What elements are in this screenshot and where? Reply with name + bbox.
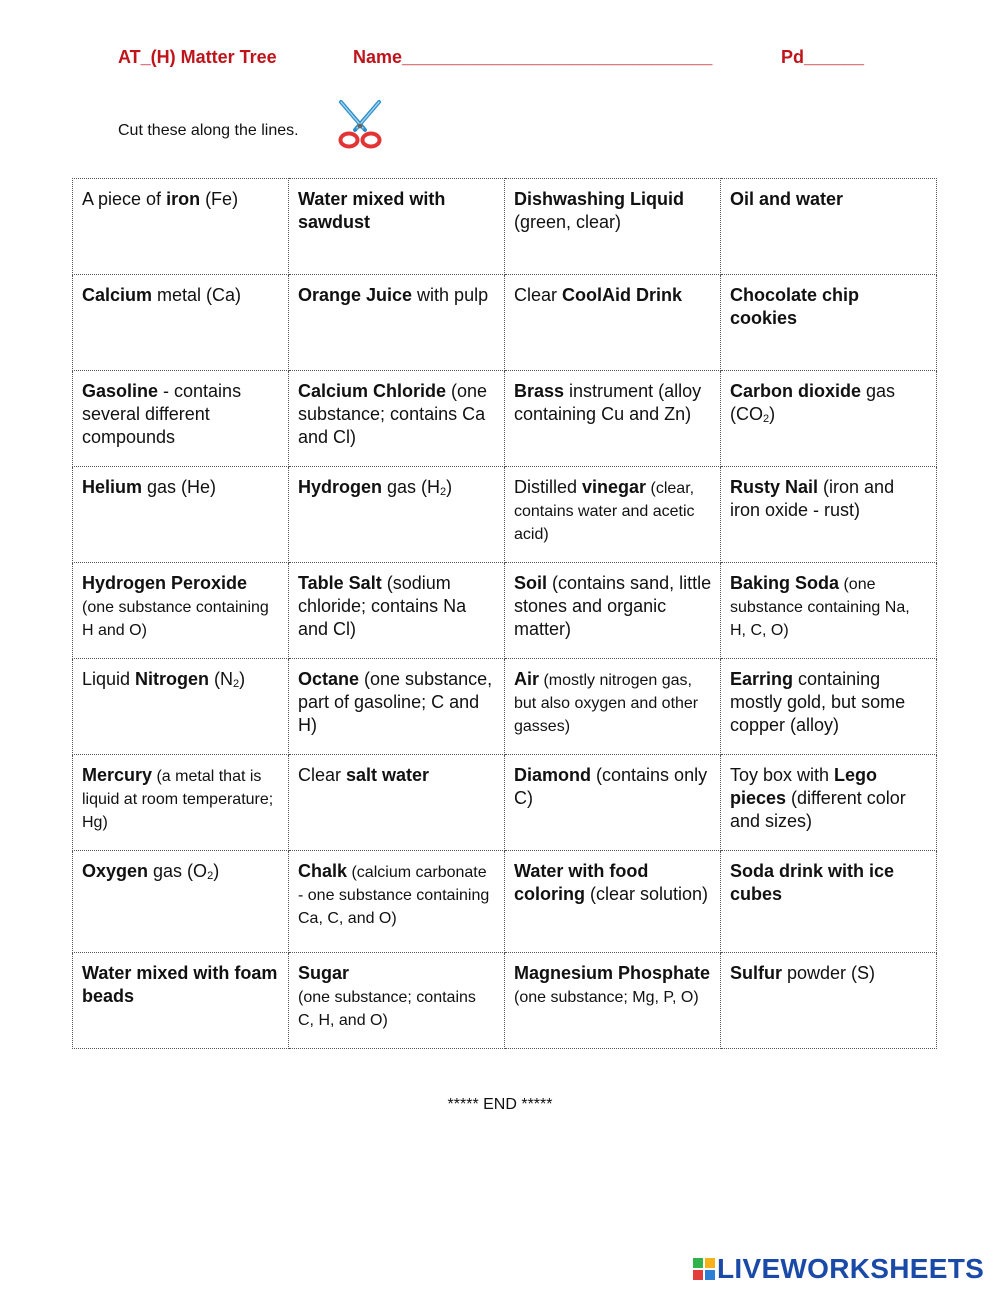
card-term: Hydrogen Peroxide <box>82 573 248 593</box>
card-text: with pulp <box>412 285 489 305</box>
name-field-label: Name_______________________________ <box>353 47 713 67</box>
card-term: Mercury <box>82 765 153 785</box>
card-text: (Fe) <box>200 189 239 209</box>
card-row <box>73 659 937 755</box>
matter-card <box>721 755 937 851</box>
card-term: Chalk <box>298 861 348 881</box>
card-text: Toy box with <box>730 765 835 785</box>
card-row <box>73 755 937 851</box>
subscript: 2 <box>233 678 240 690</box>
card-term: Baking Soda <box>730 573 840 593</box>
matter-card <box>505 371 721 467</box>
card-row <box>73 953 937 1049</box>
matter-card <box>721 659 937 755</box>
matter-card <box>73 659 289 755</box>
card-row <box>73 467 937 563</box>
card-term: Air <box>514 669 540 689</box>
card-term: Oil and water <box>730 189 844 209</box>
matter-card <box>289 371 505 467</box>
card-text: (a metal that is liquid at room temperature; Hg) <box>82 768 274 831</box>
matter-card <box>721 851 937 953</box>
card-text: (one substance, part of gasoline; C and H) <box>298 669 493 735</box>
card-text: (iron and iron oxide - rust) <box>730 477 895 520</box>
card-term: salt water <box>346 765 430 785</box>
card-term: Brass <box>514 381 565 401</box>
card-text: (clear, contains water and acetic acid) <box>514 480 695 543</box>
card-text: (one substance; Mg, P, O) <box>514 989 699 1006</box>
card-text: (sodium chloride; contains Na and Cl) <box>298 573 467 639</box>
matter-card <box>505 467 721 563</box>
card-text: (one substance; contains C, H, and O) <box>298 989 476 1029</box>
card-term: Rusty Nail <box>730 477 819 497</box>
card-text: Clear <box>514 285 563 305</box>
card-term: Calcium <box>82 285 153 305</box>
card-term: Calcium Chloride <box>298 381 447 401</box>
matter-card <box>73 179 289 275</box>
matter-card <box>289 755 505 851</box>
cut-instruction: Cut these along the lines. <box>118 122 299 139</box>
worksheet-header <box>0 47 1000 73</box>
matter-card <box>73 467 289 563</box>
card-text: Liquid <box>82 669 136 689</box>
card-term: Sulfur <box>730 963 782 983</box>
card-term: Gasoline <box>82 381 159 401</box>
subscript: 2 <box>763 413 770 425</box>
card-term: Diamond <box>514 765 592 785</box>
matter-card <box>289 953 505 1049</box>
end-marker: ***** END ***** <box>447 1096 553 1113</box>
card-term: vinegar <box>582 477 647 497</box>
matter-card <box>505 953 721 1049</box>
card-text: (green, clear) <box>514 212 622 232</box>
card-text: metal (Ca) <box>152 285 242 305</box>
matter-card <box>289 563 505 659</box>
card-term: Earring <box>730 669 794 689</box>
card-row <box>73 179 937 275</box>
card-term: Soda drink with ice cubes <box>730 861 895 904</box>
card-term: iron <box>166 189 201 209</box>
card-term: Table Salt <box>298 573 382 593</box>
matter-card <box>73 371 289 467</box>
subscript: 2 <box>440 486 447 498</box>
card-term: Water with food coloring <box>514 861 649 904</box>
matter-card <box>721 953 937 1049</box>
card-text: (different color and sizes) <box>730 788 906 831</box>
card-term: Octane <box>298 669 360 689</box>
matter-card <box>73 755 289 851</box>
card-term: Hydrogen <box>298 477 383 497</box>
card-text: (one substance containing H and O) <box>82 599 269 639</box>
card-term: Helium <box>82 477 143 497</box>
matter-card <box>289 179 505 275</box>
card-row <box>73 563 937 659</box>
card-text: (one substance; contains Ca and Cl) <box>298 381 488 447</box>
matter-card <box>73 953 289 1049</box>
card-term: Water mixed with sawdust <box>298 189 446 232</box>
card-text: containing mostly gold, but some copper (alloy) <box>730 669 906 735</box>
card-text: powder (S) <box>782 963 876 983</box>
card-term: Water mixed with foam beads <box>82 963 278 1006</box>
card-text: ) <box>239 669 246 689</box>
liveworksheets-logo-icon <box>693 1258 715 1280</box>
card-row <box>73 275 937 371</box>
card-text: (contains only C) <box>514 765 708 808</box>
matter-card <box>721 179 937 275</box>
card-text: (calcium carbonate - one substance containing Ca, C, and O) <box>298 864 490 927</box>
matter-card <box>289 467 505 563</box>
card-term: Soil <box>514 573 548 593</box>
matter-card <box>721 275 937 371</box>
matter-card <box>289 851 505 953</box>
worksheet-title: AT_(H) Matter Tree <box>118 47 277 67</box>
card-text: A piece of <box>82 189 167 209</box>
card-term: Dishwashing Liquid <box>514 189 684 209</box>
card-text: (N <box>209 669 234 689</box>
matter-card <box>289 275 505 371</box>
card-term: Chocolate chip cookies <box>730 285 860 328</box>
period-field-label: Pd______ <box>781 47 865 67</box>
card-text: (clear solution) <box>585 884 709 904</box>
matter-card <box>73 851 289 953</box>
matter-card <box>721 371 937 467</box>
card-text: gas (CO <box>730 381 896 424</box>
card-row <box>73 371 937 467</box>
card-row <box>73 851 937 953</box>
matter-card <box>721 467 937 563</box>
liveworksheets-wordmark: LIVEWORKSHEETS <box>717 1253 985 1284</box>
matter-card <box>505 563 721 659</box>
card-term: Lego pieces <box>730 765 878 808</box>
card-term: Nitrogen <box>135 669 210 689</box>
matter-card <box>505 179 721 275</box>
card-text: gas (H <box>382 477 441 497</box>
card-term: Orange Juice <box>298 285 413 305</box>
matter-card <box>73 563 289 659</box>
card-text: Distilled <box>514 477 583 497</box>
matter-cards-table <box>72 178 937 1049</box>
matter-card <box>505 755 721 851</box>
card-text: ) <box>769 404 776 424</box>
card-text: ) <box>446 477 453 497</box>
card-text: gas (He) <box>142 477 217 497</box>
card-term: Oxygen <box>82 861 149 881</box>
scissors-icon <box>333 96 387 150</box>
matter-card <box>721 563 937 659</box>
card-term: Carbon dioxide <box>730 381 862 401</box>
card-text: (mostly nitrogen gas, but also oxygen and other gasses) <box>514 672 699 735</box>
card-term: CoolAid Drink <box>562 285 683 305</box>
matter-card <box>505 275 721 371</box>
card-term: Sugar <box>298 963 350 983</box>
matter-card <box>289 659 505 755</box>
matter-card <box>73 275 289 371</box>
card-text: (one substance containing Na, H, C, O) <box>730 576 910 639</box>
card-text: Clear <box>298 765 347 785</box>
subscript: 2 <box>207 870 214 882</box>
card-text: instrument (alloy containing Cu and Zn) <box>514 381 702 424</box>
card-text: ) <box>213 861 220 881</box>
matter-card <box>505 659 721 755</box>
card-text: - contains several different compounds <box>82 381 242 447</box>
matter-card <box>505 851 721 953</box>
card-text: gas (O <box>148 861 208 881</box>
card-text: (contains sand, little stones and organic matter) <box>514 573 712 639</box>
card-term: Magnesium Phosphate <box>514 963 711 983</box>
